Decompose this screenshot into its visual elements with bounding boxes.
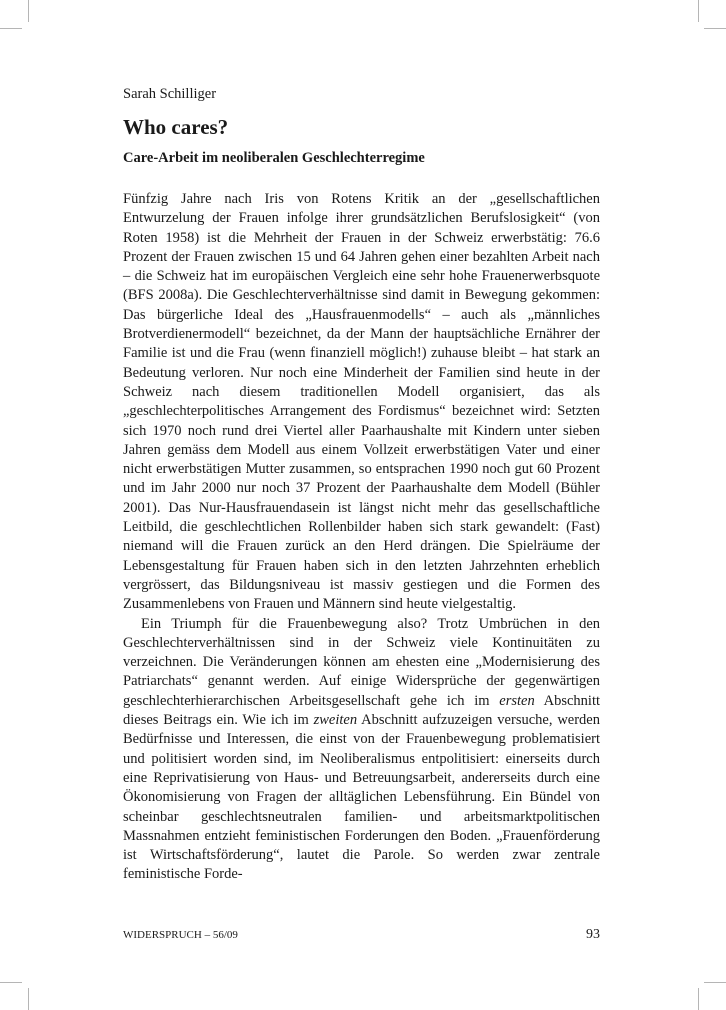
page-number: 93 (586, 927, 600, 942)
crop-mark (28, 0, 29, 22)
author-name: Sarah Schilliger (123, 86, 217, 102)
article-subtitle: Care-Arbeit im neoliberalen Geschlechterregime (123, 150, 425, 166)
article-title: Who cares? (123, 115, 229, 139)
paragraph (123, 615, 600, 885)
emphasis-text: ersten (499, 692, 535, 709)
paragraph-text: Ein Triumph für die Frauenbewegung also? Trotz Umbrüchen in den Geschlechterverhältnissen sind in der Schweiz viele Kontinuitäten zu verzeichnen. Die Veränderungen können am ehesten eine „Modernisierung des Patriarchats“ genannt werden. Auf einige Widersprüche der gegenwärtigen geschlechterhierarchischen Arbeitsgesellschaft gehe ich im (123, 615, 600, 709)
page-footer (123, 927, 600, 943)
crop-mark (698, 0, 699, 22)
crop-mark (698, 988, 699, 1010)
crop-mark (704, 982, 726, 983)
article-body (123, 190, 600, 885)
document-page (123, 84, 600, 885)
paragraph: Fünfzig Jahre nach Iris von Rotens Kritik an der „gesellschaftlichen Entwurzelung der Frauen infolge ihrer grundsätzlichen Berufslosigkeit“ (von Roten 1958) ist die Mehrheit der Frauen in der Schweiz erwerbstätig: 76.6 Prozent der Frauen zwischen 15 und 64 Jahren gehen einer bezahlten Arbeit nach – die Schweiz hat im europäischen Vergleich eine sehr hohe Frauenerwerbsquote (BFS 2008a). Die Geschlechterverhältnisse sind damit in Bewegung gekommen: Das bürgerliche Ideal des „Hausfrauenmodells“ – auch als „männliches Brotverdienermodell“ bezeichnet, da der Mann der hauptsächliche Ernährer der Familie ist und die Frau (wenn finanziell möglich!) zuhause bleibt – hat stark an Bedeutung verloren. Nur noch eine Minderheit der Familien sind heute in der Schweiz nach diesem traditionellen Modell organisiert, das als „geschlechterpolitisches Arrangement des Fordismus“ bezeichnet wird: Setzten sich 1970 noch rund drei Viertel aller Paarhaushalte mit Kindern unter sieben Jahren gemäss dem Modell aus einem Vollzeit erwerbstätigen Vater und einer nicht erwerbstätigen Mutter zusammen, so entsprachen 1990 noch gut 60 Prozent und im Jahr 2000 nur noch 37 Prozent der Paarhaushalte dem Modell (Bühler 2001). Das Nur-Hausfrauendasein ist längst nicht mehr das gesellschaftliche Leitbild, die geschlechtlichen Rollenbilder haben sich stark gewandelt: (Fast) niemand will die Frauen zurück an den Herd drängen. Die Spielräume der Lebensgestaltung für Frauen haben sich in den letzten Jahrzehnten erheblich vergrössert, das Bildungsniveau ist massiv gestiegen und die Formen des Zusammenlebens von Frauen und Männern sind heute vielgestaltig. (123, 191, 600, 613)
crop-mark (0, 28, 22, 29)
crop-mark (0, 982, 22, 983)
paragraph-text: Abschnitt aufzuzeigen versuche, werden Bedürfnisse und Interessen, die einst von der Frauenbewegung problematisiert und politisiert worden sind, im Neoliberalismus entpolitisiert: einerseits durch eine Reprivatisierung von Haus- und Betreuungsarbeit, andererseits durch eine Ökonomisierung von Fragen der alltäglichen Lebensführung. Ein Bündel von scheinbar geschlechtsneutralen familien- und arbeitsmarktpolitischen Massnahmen entzieht feministischen Forderungen den Boden. „Frauenförderung ist Wirtschaftsförderung“, lautet die Parole. So werden zwar zentrale feministische Forde- (123, 712, 600, 883)
crop-mark (704, 28, 726, 29)
emphasis-text: zweiten (313, 712, 358, 729)
paragraph-text: Abschnitt dieses Beitrags ein. Wie ich im (123, 692, 600, 729)
crop-mark (28, 988, 29, 1010)
journal-issue: WIDERSPRUCH – 56/09 (123, 929, 238, 941)
